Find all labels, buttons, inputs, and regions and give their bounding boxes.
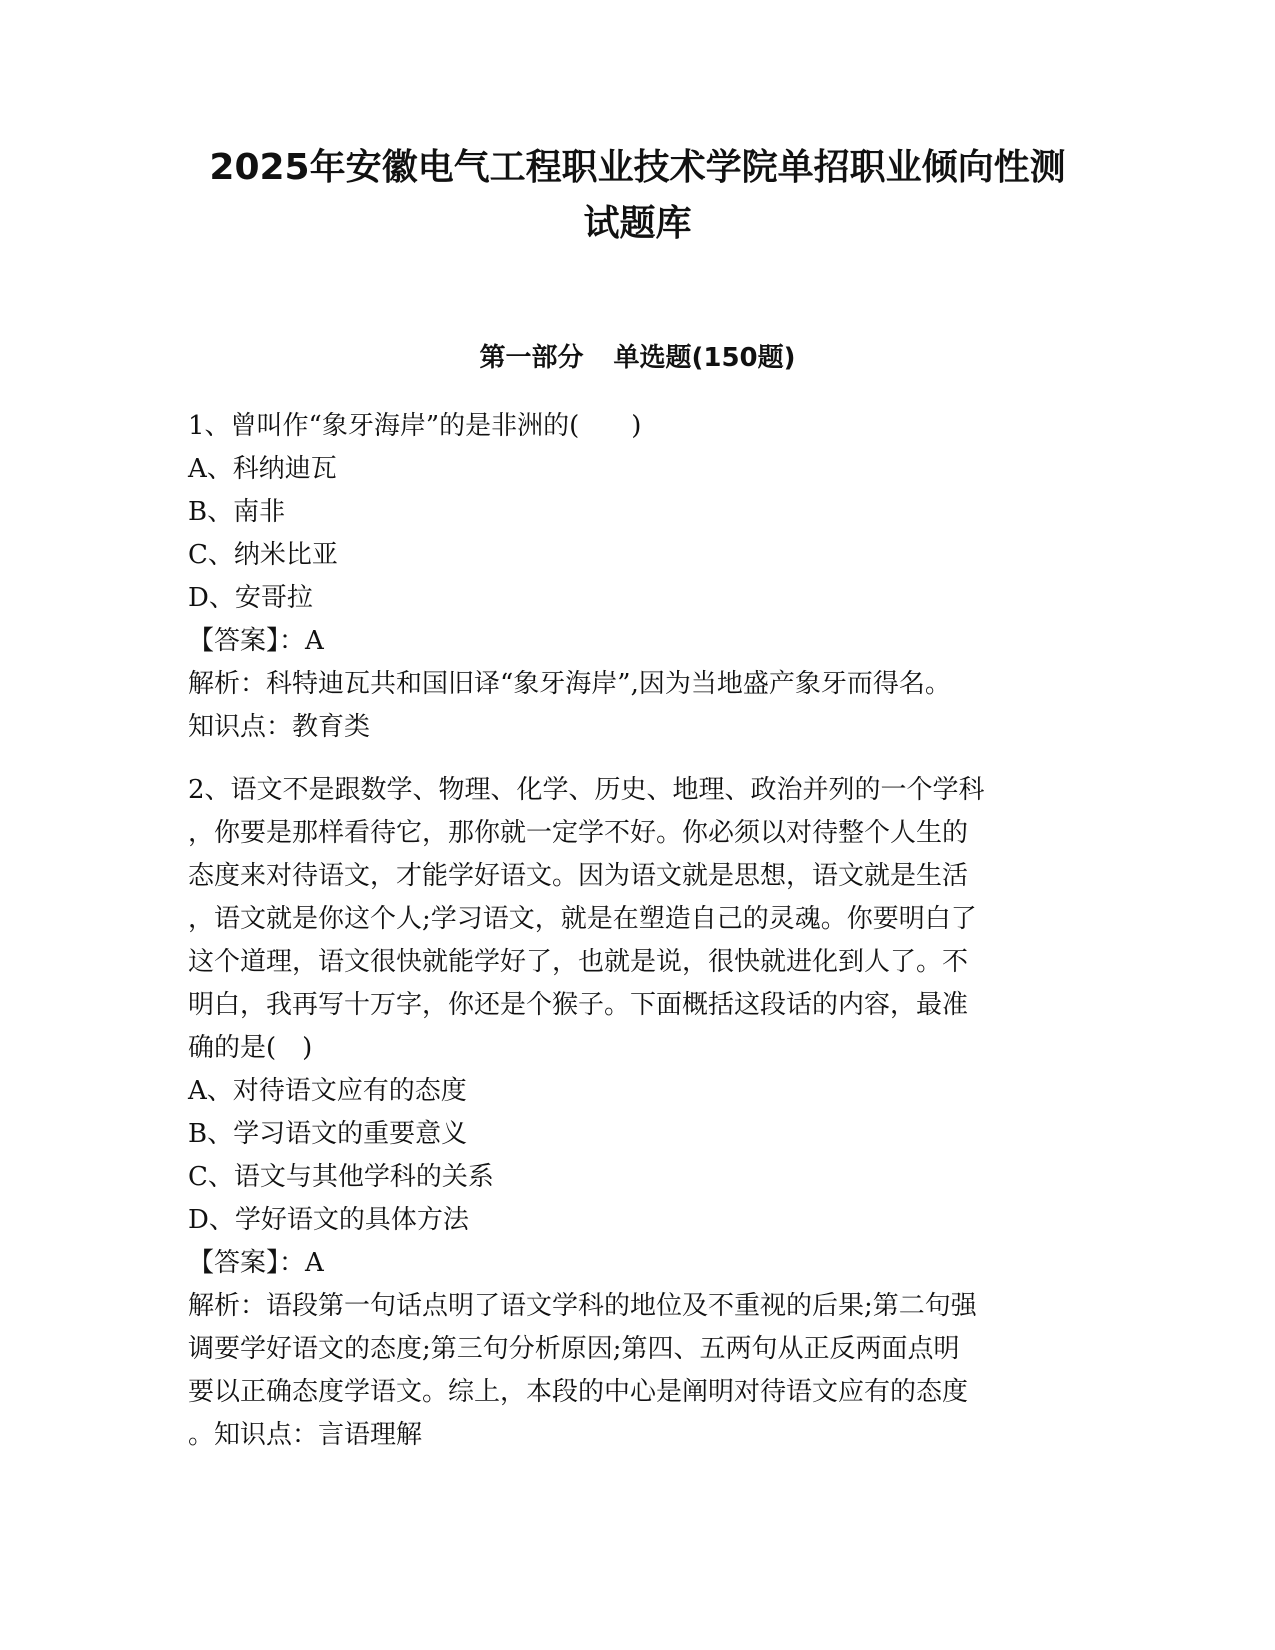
question-stem-line: ，你要是那样看待它，那你就一定学不好。你必须以对待整个人生的 — [188, 818, 969, 848]
section-heading — [150, 340, 1125, 376]
analysis-line: 知识点：教育类 — [188, 712, 371, 742]
analysis-line: 调要学好语文的态度;第三句分析原因;第四、五两句从正反两面点明 — [188, 1334, 960, 1364]
document-title — [150, 140, 1125, 252]
section-part: 第一部分 — [479, 343, 584, 373]
question-stem-line: 2、语文不是跟数学、物理、化学、历史、地理、政治并列的一个学科 — [188, 775, 985, 805]
analysis-line: 解析：科特迪瓦共和国旧译“象牙海岸”,因为当地盛产象牙而得名。 — [188, 669, 951, 699]
option-c: C、语文与其他学科的关系 — [188, 1162, 494, 1192]
title-line-1: 2025年安徽电气工程职业技术学院单招职业倾向性测 — [209, 147, 1066, 188]
analysis-line: 。知识点：言语理解 — [188, 1420, 423, 1450]
question-stem-line: 这个道理，语文很快就能学好了，也就是说，很快就进化到人了。不 — [188, 947, 969, 977]
option-b: B、学习语文的重要意义 — [188, 1119, 468, 1149]
question-stem-line: 态度来对待语文，才能学好语文。因为语文就是思想，语文就是生活 — [188, 861, 969, 891]
option-d: D、安哥拉 — [188, 583, 313, 613]
option-b: B、南非 — [188, 497, 286, 527]
option-c: C、纳米比亚 — [188, 540, 338, 570]
option-a: A、对待语文应有的态度 — [188, 1076, 467, 1106]
title-line-2: 试题库 — [583, 203, 692, 244]
analysis-line: 解析：语段第一句话点明了语文学科的地位及不重视的后果;第二句强 — [188, 1291, 977, 1321]
analysis-line: 要以正确态度学语文。综上，本段的中心是阐明对待语文应有的态度 — [188, 1377, 969, 1407]
question-stem-line: ，语文就是你这个人;学习语文，就是在塑造自己的灵魂。你要明白了 — [188, 904, 977, 934]
question-list — [188, 405, 1088, 1457]
question-2 — [188, 769, 1088, 1457]
option-d: D、学好语文的具体方法 — [188, 1205, 469, 1235]
answer: 【答案】：A — [188, 626, 324, 656]
question-stem: 1、曾叫作“象牙海岸”的是非洲的( ) — [188, 411, 642, 441]
section-name: 单选题(150题) — [613, 343, 796, 373]
question-stem-line: 确的是( ) — [188, 1033, 313, 1063]
question-1 — [188, 405, 1088, 749]
question-stem-line: 明白，我再写十万字，你还是个猴子。下面概括这段话的内容，最准 — [188, 990, 969, 1020]
answer: 【答案】：A — [188, 1248, 324, 1278]
option-a: A、科纳迪瓦 — [188, 454, 337, 484]
